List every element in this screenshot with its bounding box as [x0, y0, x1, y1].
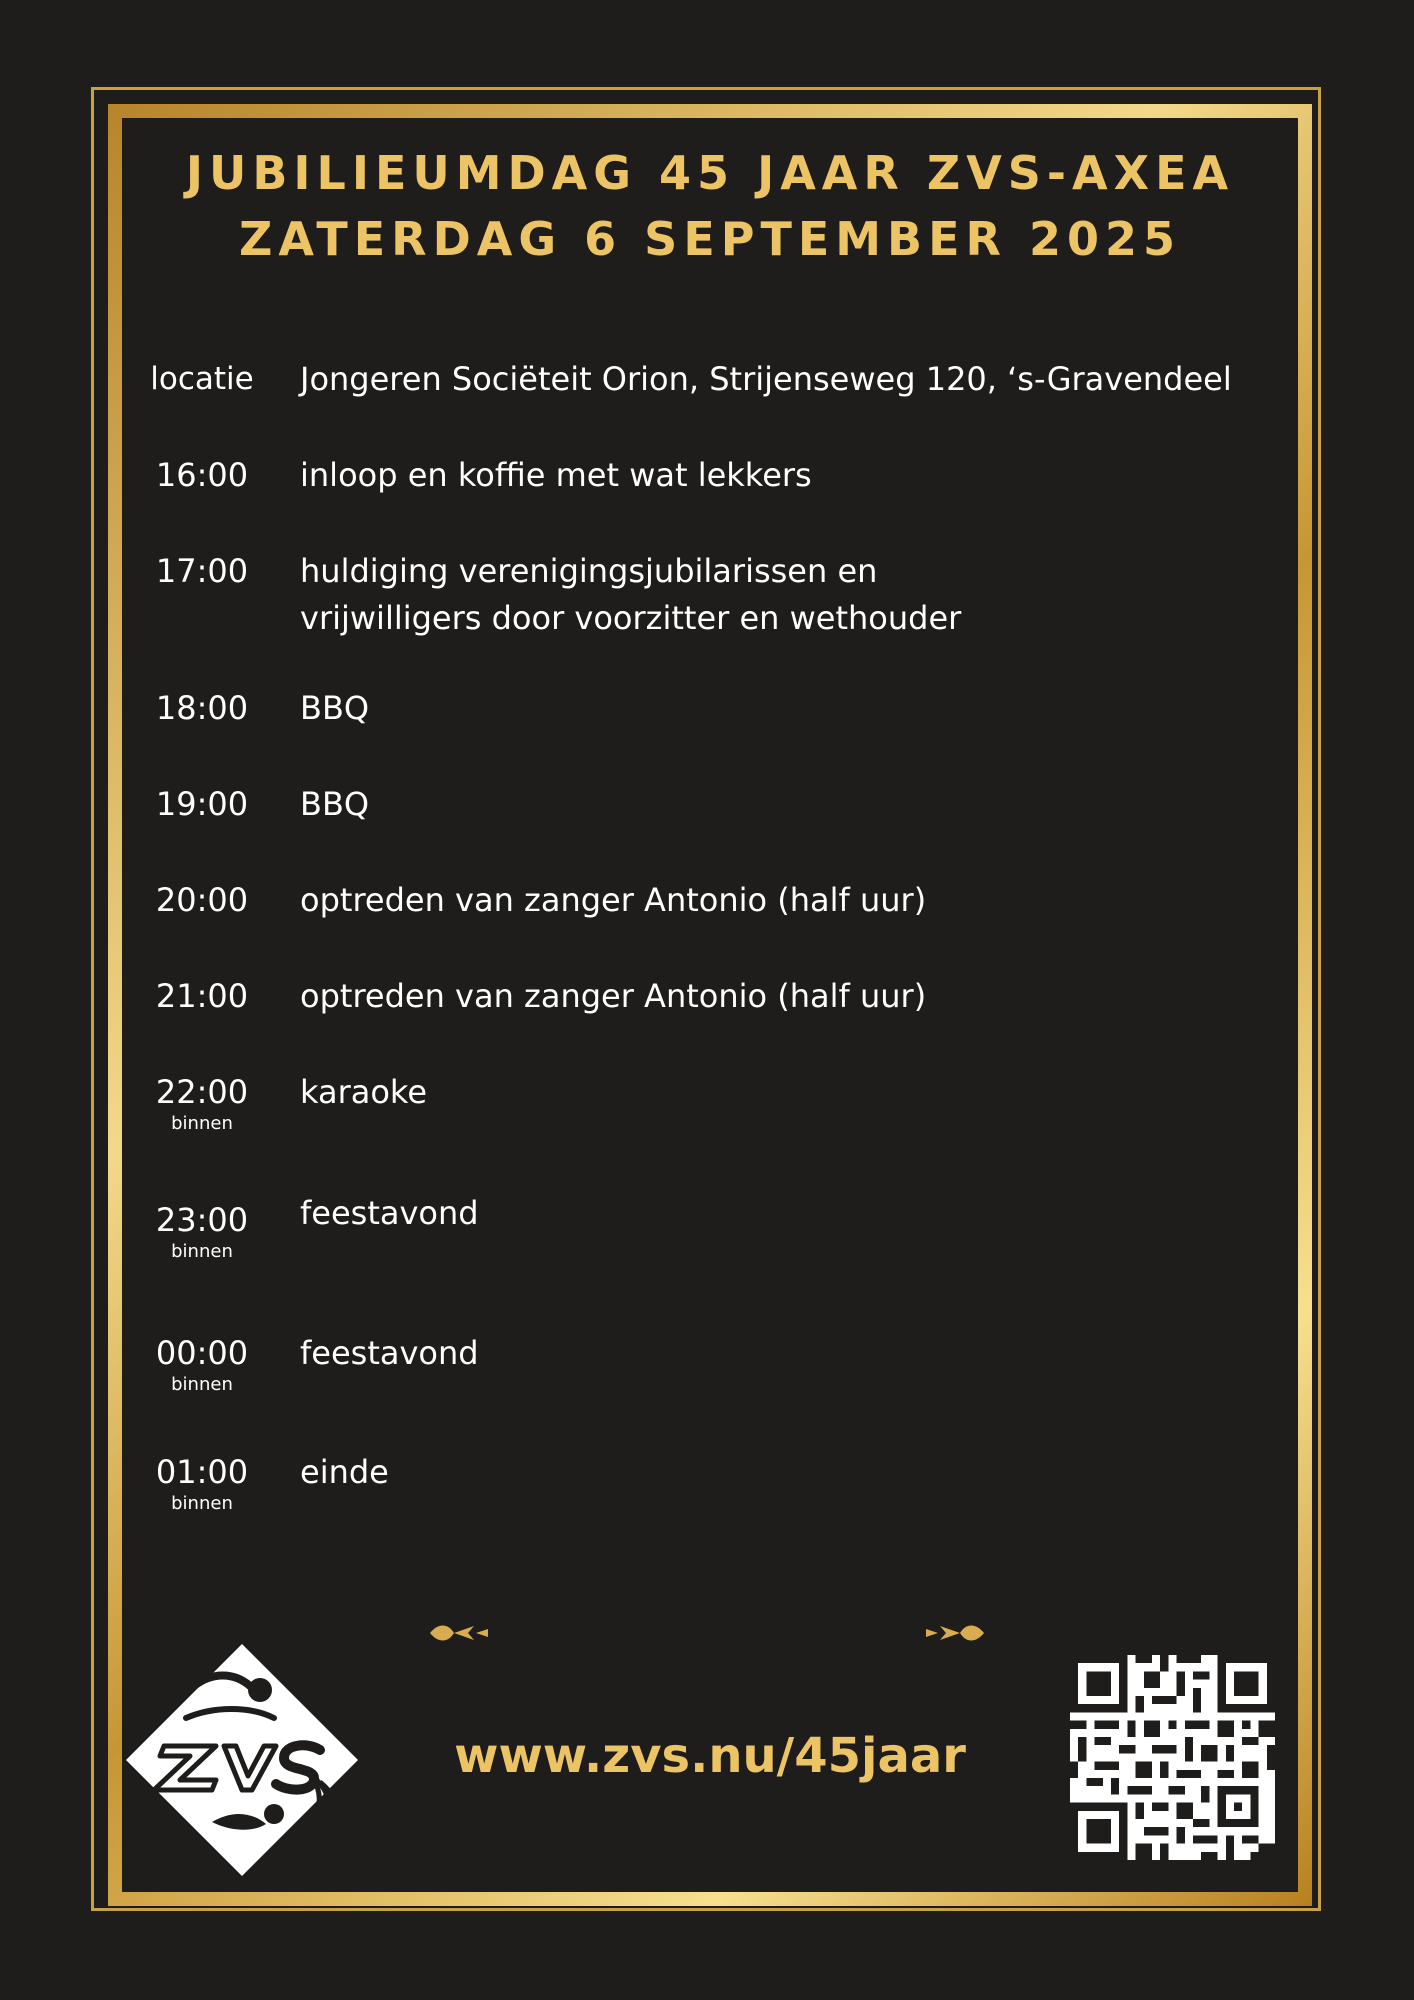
title-line-1: JUBILIEUMDAG 45 JAAR ZVS-AXEA [185, 146, 1235, 200]
schedule-time: 19:00 [155, 785, 249, 823]
schedule-note: binnen [171, 1113, 233, 1134]
location-value: Jongeren Sociëteit Orion, Strijenseweg 120, ‘s-Gravendeel [300, 360, 1232, 398]
schedule-time: 16:00 [155, 456, 249, 494]
schedule-description [300, 548, 1300, 642]
schedule-time: 18:00 [155, 689, 249, 727]
page-title [108, 140, 1312, 272]
schedule-time: 23:00 binnen [138, 1200, 266, 1262]
schedule-time: 21:00 [155, 977, 249, 1015]
ornament-divider [426, 1620, 988, 1646]
schedule-description: feestavond [300, 1334, 479, 1372]
qr-code[interactable] [1070, 1655, 1275, 1860]
schedule-description: feestavond [300, 1194, 479, 1232]
schedule-time: 00:00 binnen [138, 1333, 266, 1395]
schedule-note: binnen [171, 1374, 233, 1395]
schedule-description: karaoke [300, 1073, 427, 1111]
zvs-logo [124, 1642, 360, 1878]
schedule-description: optreden van zanger Antonio (half uur) [300, 977, 927, 1015]
schedule-description: inloop en koffie met wat lekkers [300, 456, 812, 494]
schedule-time: 17:00 [155, 552, 249, 590]
schedule-description-line-1: huldiging verenigingsjubilarissen en [300, 552, 878, 590]
title-line-2: ZATERDAG 6 SEPTEMBER 2025 [239, 212, 1181, 266]
schedule-description-line-2: vrijwilligers door voorzitter en wethouder [300, 599, 962, 637]
schedule-time: 20:00 [155, 881, 249, 919]
schedule-description: optreden van zanger Antonio (half uur) [300, 881, 927, 919]
schedule-note: binnen [171, 1493, 233, 1514]
schedule-description: BBQ [300, 785, 370, 823]
website-url[interactable]: www.zvs.nu/45jaar [454, 1728, 966, 1784]
location-label: locatie [150, 361, 254, 397]
schedule-time: 01:00 binnen [138, 1452, 266, 1514]
schedule-description: BBQ [300, 689, 370, 727]
schedule-description: einde [300, 1453, 389, 1491]
schedule-time: 22:00 binnen [138, 1072, 266, 1134]
schedule-note: binnen [171, 1241, 233, 1262]
